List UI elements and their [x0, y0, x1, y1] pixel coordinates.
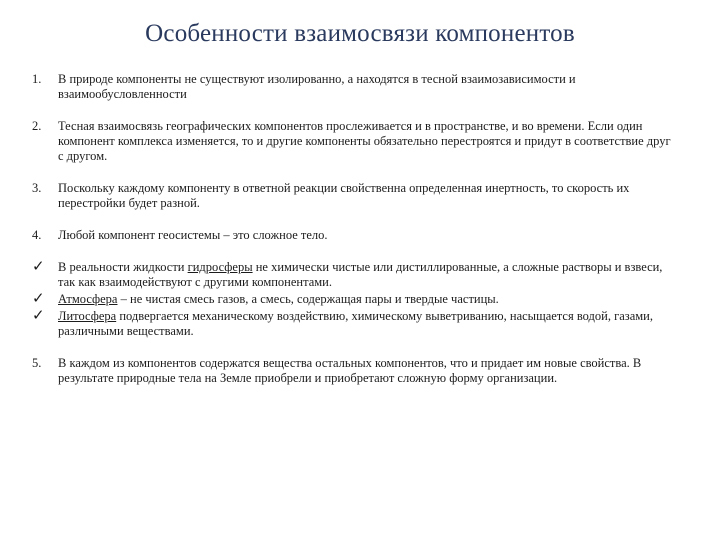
text-fragment: – не чистая смесь газов, а смесь, содержащая пары и твердые частицы.	[117, 292, 499, 306]
list-text: Поскольку каждому компоненту в ответной реакции свойственна определенная инертность, то скорость их перестройки будет разной.	[58, 181, 630, 210]
checkmark-icon: ✓	[32, 308, 45, 324]
list-item-1	[32, 72, 672, 102]
text-fragment: не химически чистые или дистиллированные, а сложные растворы и взвеси, так как взаимодействуют с другими компонентами.	[58, 260, 663, 289]
list-text	[58, 309, 672, 339]
check-item-lithosphere	[32, 309, 672, 339]
list-text	[58, 292, 672, 307]
list-number: 5.	[32, 356, 42, 370]
list-item-2	[32, 119, 672, 164]
slide-title: Особенности взаимосвязи компонентов	[145, 20, 575, 47]
list-text	[58, 260, 672, 290]
checkmark-icon: ✓	[32, 291, 45, 307]
list-item-5	[32, 356, 672, 386]
list-number: 2.	[32, 119, 42, 133]
lithosphere-link[interactable]: Литосфера	[58, 309, 117, 323]
list-item-3	[32, 181, 672, 211]
check-item-hydrosphere	[32, 260, 672, 290]
check-item-atmosphere	[32, 292, 672, 307]
checkmark-icon: ✓	[32, 259, 45, 275]
list-number: 1.	[32, 72, 42, 86]
text-fragment: подвергается механическому воздействию, химическому выветриванию, насыщается водой, газами, различными веществами.	[58, 309, 653, 338]
list-text: В каждом из компонентов содержатся вещества остальных компонентов, что и придает им новые свойства. В результате природные тела на Земле приобрели и приобретают сложную форму организации.	[58, 356, 642, 385]
hydrosphere-link[interactable]: гидросферы	[187, 260, 253, 274]
atmosphere-link[interactable]: Атмосфера	[58, 292, 118, 306]
list-text: Любой компонент геосистемы – это сложное тело.	[58, 228, 328, 242]
list-text: В природе компоненты не существуют изолированно, а находятся в тесной взаимозависимости и взаимообусловленности	[58, 72, 576, 101]
list-number: 4.	[32, 228, 42, 242]
text-fragment: В реальности жидкости	[58, 260, 188, 274]
list-text: Тесная взаимосвязь географических компонентов прослеживается и в пространстве, и во времени. Если один компонент комплекса изменяется, то и другие компоненты обязательно перестроятся и придут в соответствие друг с другом.	[58, 119, 671, 163]
list-item-4	[32, 228, 672, 243]
slide-content	[32, 72, 672, 386]
list-number: 3.	[32, 181, 42, 195]
